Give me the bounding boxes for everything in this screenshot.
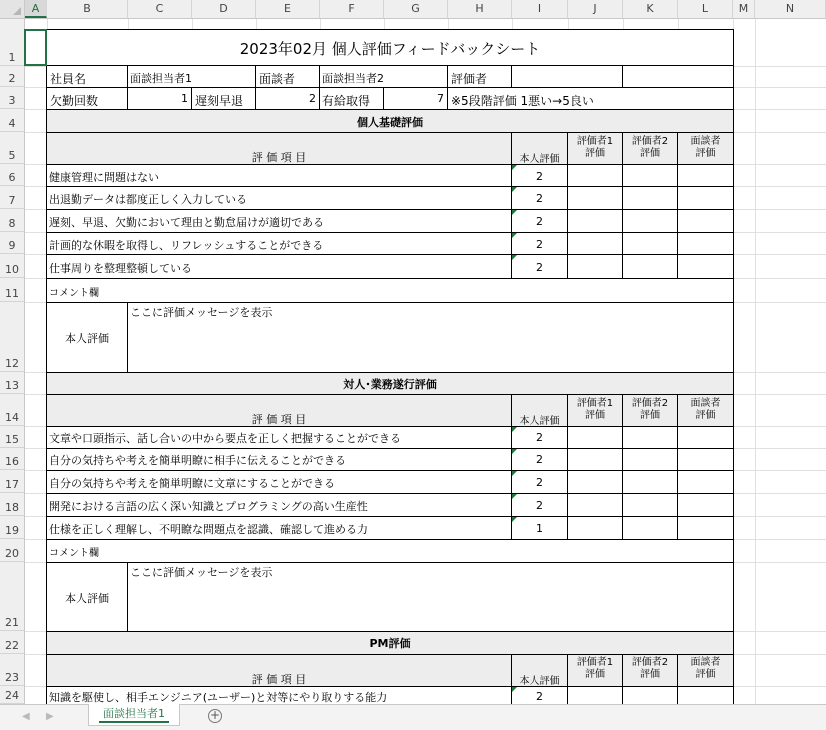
column-header-m[interactable]: M [733, 0, 755, 18]
evaluator2-header: 評価者2 評価 [631, 657, 669, 680]
row-header[interactable]: 21 [0, 562, 24, 631]
late-value[interactable]: 2 [309, 92, 316, 105]
eval-item: 仕様を正しく理解し、不明瞭な問題点を認識、確認して進める力 [49, 523, 368, 536]
absence-value[interactable]: 1 [181, 92, 188, 105]
interviewer-value[interactable]: 面談担当者2 [322, 72, 384, 85]
column-header-bar [0, 0, 826, 19]
select-all-corner[interactable] [0, 0, 25, 19]
self-score[interactable]: 2 [536, 431, 543, 444]
column-header-g[interactable]: G [384, 0, 448, 18]
eval-item: 健康管理に問題はない [49, 171, 159, 184]
item-header: 評 価 項 目 [251, 151, 307, 164]
evaluator1-header: 評価者1 評価 [576, 398, 614, 421]
eval-item: 文章や口頭指示、話し合いの中から要点を正しく把握することができる [49, 432, 401, 445]
section-title: 個人基礎評価 [357, 116, 423, 129]
cell-indicator-icon [512, 687, 517, 692]
eval-item: 遅刻、早退、欠勤において理由と勤怠届けが適切である [49, 216, 324, 229]
cell-indicator-icon [512, 427, 517, 432]
column-header-n[interactable]: N [755, 0, 826, 18]
sheet-title: 2023年02月 個人評価フィードバックシート [239, 40, 541, 58]
self-score[interactable]: 2 [536, 215, 543, 228]
late-label: 遅刻早退 [195, 94, 244, 108]
absence-label: 欠勤回数 [50, 94, 99, 108]
evaluator2-header: 評価者2 評価 [631, 136, 669, 159]
self-score[interactable]: 2 [536, 192, 543, 205]
cell-indicator-icon [512, 165, 517, 170]
row-header[interactable]: 14 [0, 394, 24, 426]
interviewer-header: 面談者 評価 [690, 657, 721, 680]
paid-leave-label: 有給取得 [322, 94, 371, 108]
cell-indicator-icon [512, 494, 517, 499]
eval-item: 知識を駆使し、相手エンジニア(ユーザー)と対等にやり取りする能力 [49, 691, 388, 704]
cell-indicator-icon [512, 471, 517, 476]
cell-indicator-icon [512, 233, 517, 238]
self-score[interactable]: 2 [536, 238, 543, 251]
column-header-e[interactable]: E [256, 0, 320, 18]
cell-indicator-icon [512, 187, 517, 192]
cell-indicator-icon [512, 210, 517, 215]
section-title: 対人･業務遂行評価 [343, 378, 437, 391]
column-header-a[interactable]: A [25, 0, 47, 18]
self-eval-header: 本人評価 [519, 154, 560, 165]
column-header-k[interactable]: K [623, 0, 678, 18]
column-header-l[interactable]: L [678, 0, 733, 18]
evaluator1-header: 評価者1 評価 [576, 657, 614, 680]
eval-item: 開発における言語の広く深い知識とプログラミングの高い生産性 [49, 500, 368, 513]
evaluator1-header: 評価者1 評価 [576, 136, 614, 159]
row-header[interactable]: 11 [0, 278, 24, 302]
column-header-f[interactable]: F [320, 0, 384, 18]
row-header-bar [0, 19, 25, 704]
eval-item: 計画的な休暇を取得し、リフレッシュすることができる [49, 239, 324, 252]
row-header[interactable]: 16 [0, 448, 24, 470]
row-header[interactable]: 19 [0, 516, 24, 539]
employee-label: 社員名 [50, 72, 87, 86]
column-header-b[interactable]: B [47, 0, 128, 18]
evaluator-label: 評価者 [451, 72, 488, 86]
row-header[interactable]: 6 [0, 164, 24, 186]
eval-item: 仕事周りを整理整頓している [49, 262, 192, 275]
self-score[interactable]: 2 [536, 690, 543, 703]
row-header[interactable]: 9 [0, 232, 24, 254]
sheet-tab[interactable]: 面談担当者1 [88, 704, 180, 726]
self-score[interactable]: 2 [536, 453, 543, 466]
paid-leave-value[interactable]: 7 [437, 92, 444, 105]
row-header[interactable]: 5 [0, 132, 24, 164]
section-title: PM評価 [369, 637, 411, 650]
interviewer-header: 面談者 評価 [690, 398, 721, 421]
evaluator2-header: 評価者2 評価 [631, 398, 669, 421]
self-score[interactable]: 2 [536, 499, 543, 512]
row-header[interactable]: 13 [0, 372, 24, 394]
cell-indicator-icon [512, 449, 517, 454]
self-score[interactable]: 2 [536, 261, 543, 274]
row-header[interactable]: 12 [0, 302, 24, 372]
employee-value[interactable]: 面談担当者1 [130, 72, 192, 85]
eval-item: 自分の気持ちや考えを簡単明瞭に相手に伝えることができる [49, 454, 346, 467]
self-comment[interactable]: ここに評価メッセージを表示 [130, 306, 273, 319]
row-header[interactable]: 2 [0, 66, 24, 87]
active-cell-selection[interactable] [24, 29, 47, 66]
comment-label: コメント欄 [49, 548, 99, 559]
item-header: 評 価 項 目 [251, 673, 307, 686]
tab-scroll-left-icon[interactable]: ◀ [22, 711, 30, 722]
eval-item: 出退勤データは都度正しく入力している [49, 193, 247, 206]
item-header: 評 価 項 目 [251, 413, 307, 426]
column-header-j[interactable]: J [568, 0, 623, 18]
cell-indicator-icon [512, 517, 517, 522]
row-header[interactable]: 23 [0, 654, 24, 686]
row-header[interactable]: 7 [0, 186, 24, 209]
eval-item: 自分の気持ちや考えを簡単明瞭に文章にすることができる [49, 477, 335, 490]
add-sheet-icon[interactable]: + [209, 708, 221, 722]
row-header[interactable]: 22 [0, 631, 24, 654]
self-comment-label: 本人評価 [65, 332, 109, 345]
tab-scroll-right-icon[interactable]: ▶ [46, 711, 54, 722]
row-header[interactable]: 18 [0, 493, 24, 516]
column-header-d[interactable]: D [192, 0, 256, 18]
row-header[interactable]: 1 [0, 19, 24, 66]
cell-indicator-icon [512, 255, 517, 260]
column-header-h[interactable]: H [448, 0, 512, 18]
row-header[interactable]: 24 [0, 686, 24, 704]
row-header[interactable]: 4 [0, 109, 24, 132]
row-header[interactable]: 10 [0, 254, 24, 278]
self-score[interactable]: 2 [536, 476, 543, 489]
self-score[interactable]: 2 [536, 170, 543, 183]
self-eval-header: 本人評価 [519, 676, 560, 687]
column-header-c[interactable]: C [128, 0, 192, 18]
row-header[interactable]: 3 [0, 87, 24, 109]
scale-note: ※5段階評価 1悪い→5良い [451, 94, 594, 108]
row-header[interactable]: 15 [0, 426, 24, 448]
self-comment[interactable]: ここに評価メッセージを表示 [130, 566, 273, 579]
interviewer-label: 面談者 [259, 72, 296, 86]
row-header[interactable]: 17 [0, 470, 24, 493]
self-eval-header: 本人評価 [519, 416, 560, 427]
self-score[interactable]: 1 [536, 522, 543, 535]
comment-label: コメント欄 [49, 288, 99, 299]
self-comment-label: 本人評価 [65, 592, 109, 605]
row-header[interactable]: 20 [0, 539, 24, 562]
column-header-i[interactable]: I [512, 0, 568, 18]
interviewer-header: 面談者 評価 [690, 136, 721, 159]
sheet-tab-bar [0, 704, 826, 730]
row-header[interactable]: 8 [0, 209, 24, 232]
